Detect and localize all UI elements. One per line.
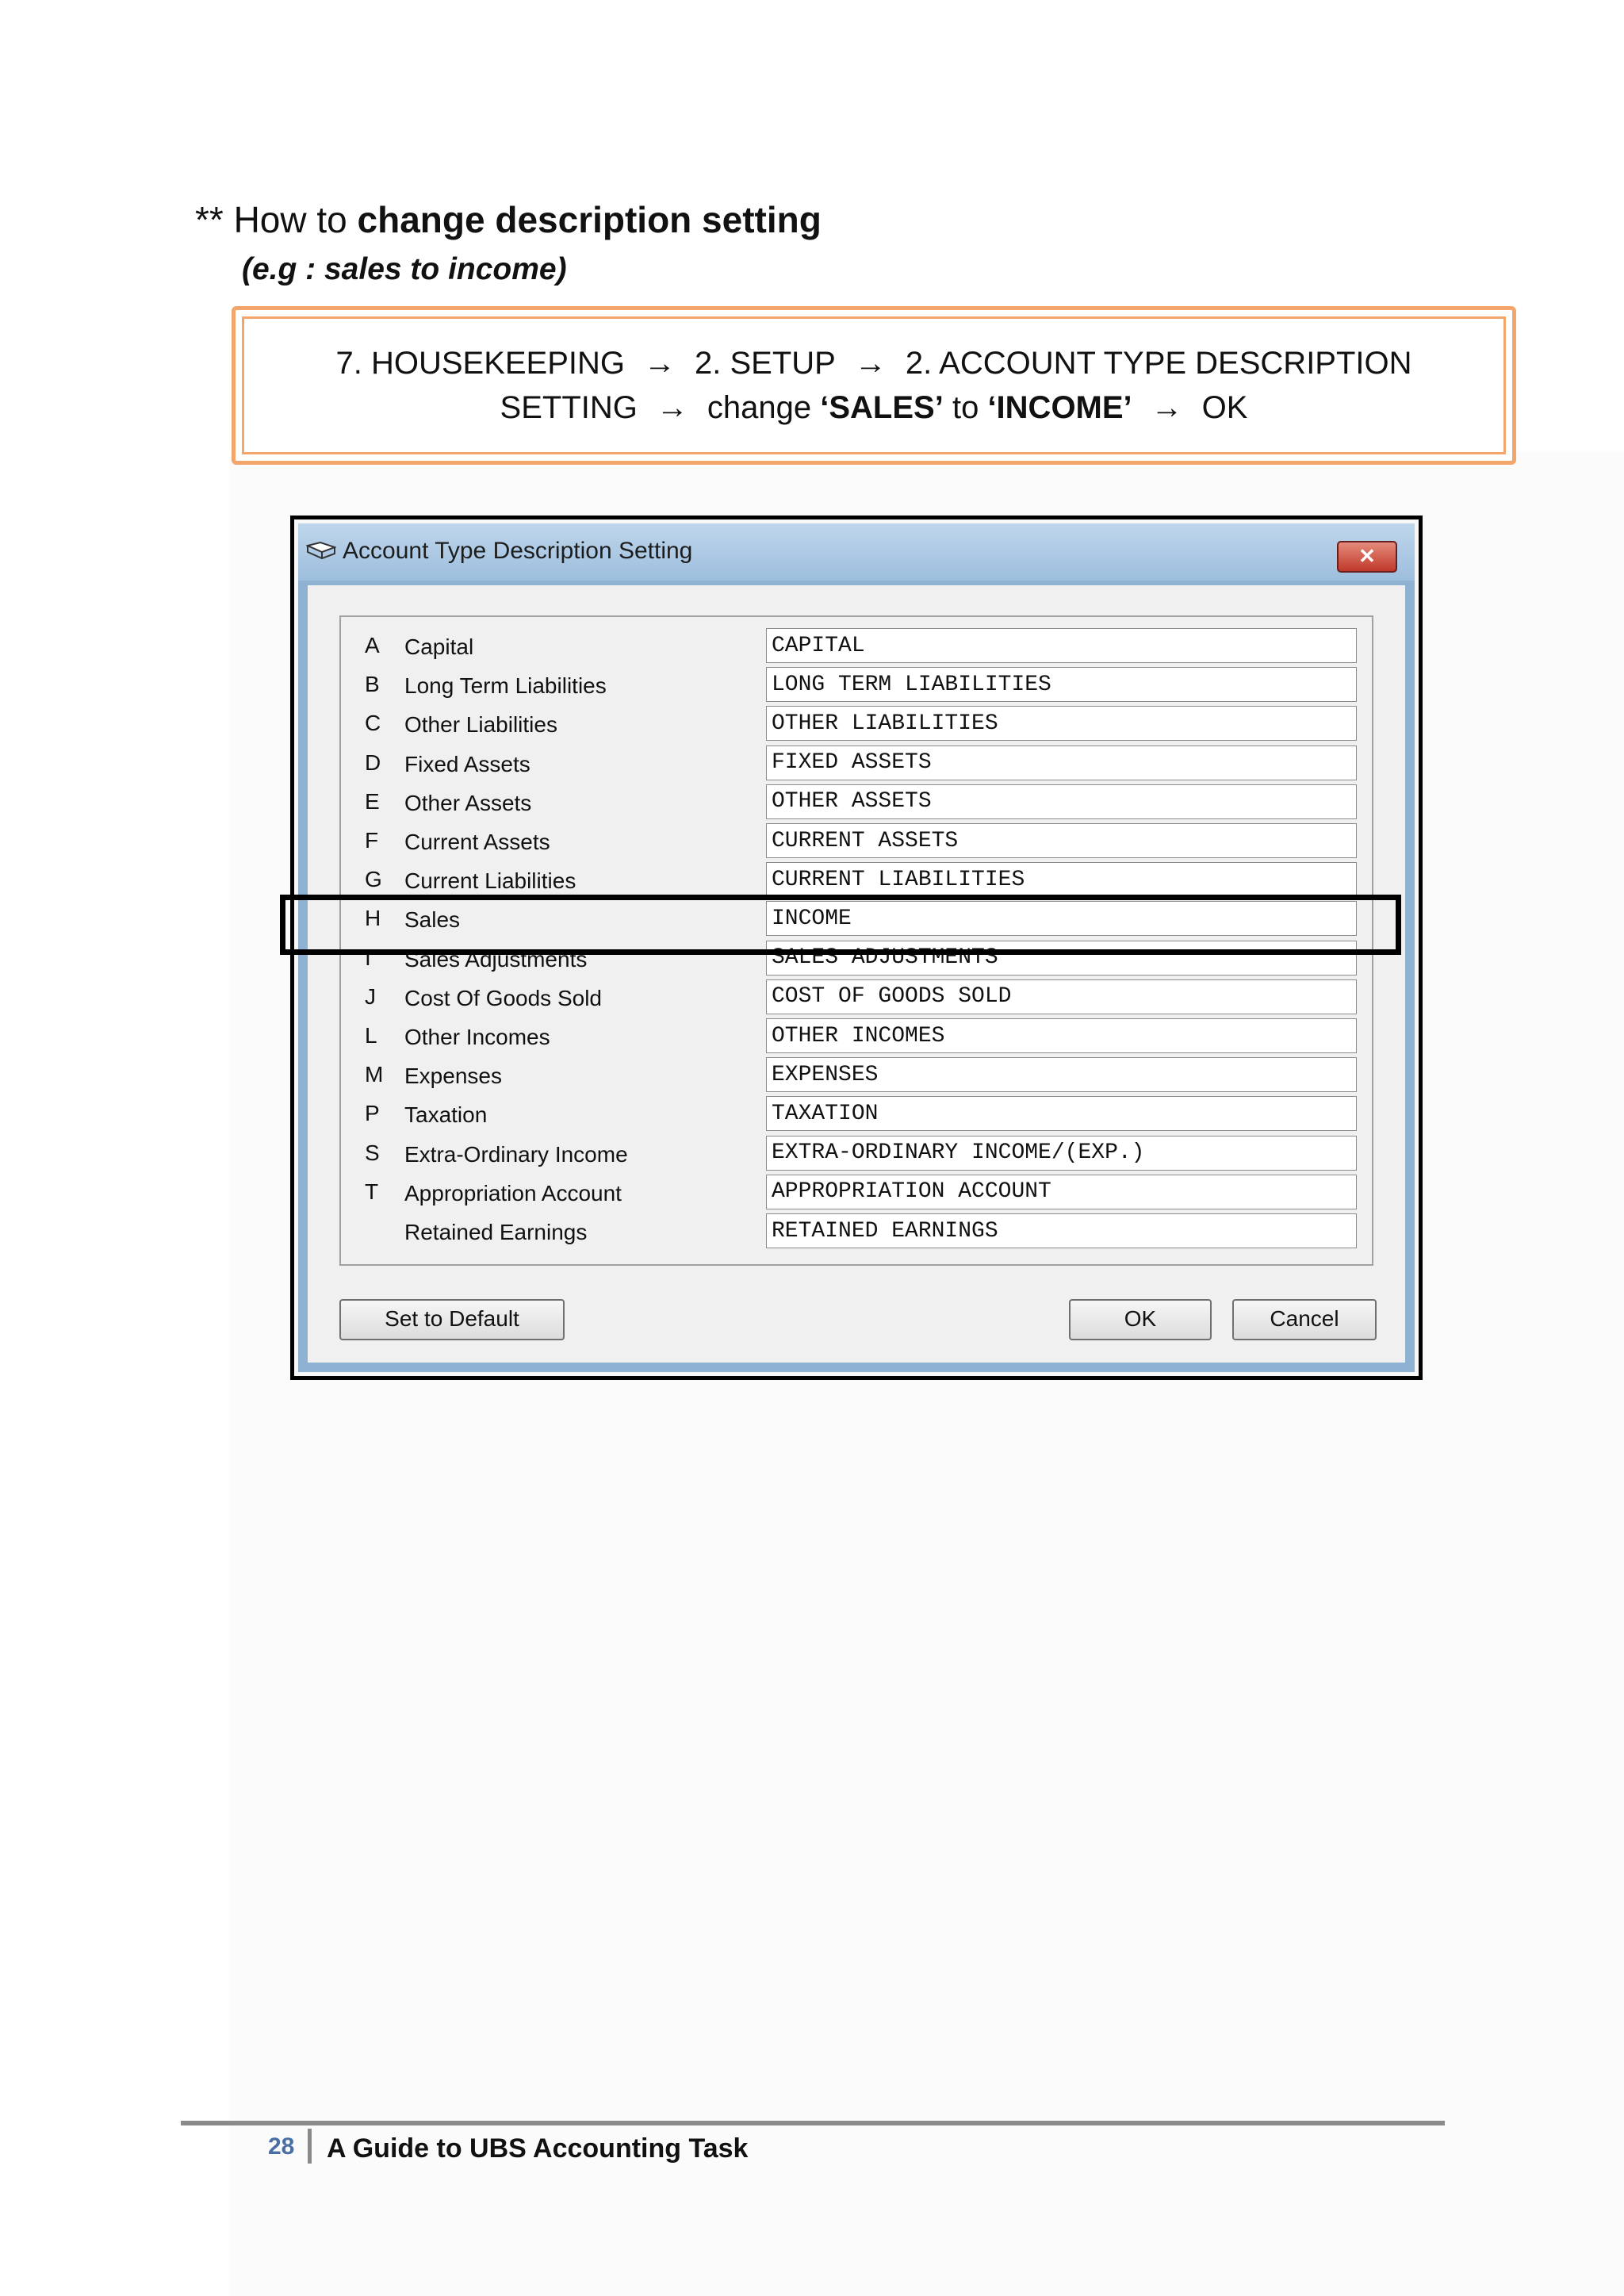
row-label: Current Assets xyxy=(404,830,550,854)
book-icon xyxy=(306,541,336,560)
description-input[interactable] xyxy=(766,979,1357,1014)
account-type-dialog xyxy=(298,523,1415,1372)
ok-button[interactable]: OK xyxy=(1069,1299,1212,1340)
description-input[interactable] xyxy=(766,706,1357,741)
account-type-row xyxy=(341,627,1372,665)
dialog-titlebar[interactable] xyxy=(298,523,1415,581)
description-input[interactable] xyxy=(766,1057,1357,1092)
account-type-group xyxy=(339,615,1373,1266)
row-label: Long Term Liabilities xyxy=(404,673,607,699)
row-label: Current Liabilities xyxy=(404,868,576,894)
row-label: Sales Adjustments xyxy=(404,946,588,972)
steps-line-1: 7. HOUSEKEEPING → 2. SETUP → 2. ACCOUNT TYPE DESCRIPTION xyxy=(335,346,1412,381)
description-input[interactable] xyxy=(766,941,1357,976)
row-label: Retained Earnings xyxy=(404,1220,588,1244)
description-input[interactable] xyxy=(766,823,1357,858)
page-heading: ** How to change description setting xyxy=(195,199,822,240)
row-label: Sales xyxy=(404,907,461,933)
set-to-default-button[interactable]: Set to Default xyxy=(339,1299,565,1340)
description-input[interactable] xyxy=(766,901,1357,936)
row-label: Expenses xyxy=(404,1064,502,1089)
row-letter: M xyxy=(365,1062,384,1087)
close-button[interactable] xyxy=(1337,541,1397,573)
description-input[interactable] xyxy=(766,1136,1357,1171)
row-label: Capital xyxy=(404,634,474,659)
row-label: Other Assets xyxy=(404,790,532,815)
description-input[interactable] xyxy=(766,1018,1357,1053)
account-type-row xyxy=(341,822,1372,861)
description-input[interactable] xyxy=(766,1175,1357,1209)
row-letter: F xyxy=(365,828,379,853)
dialog-body xyxy=(308,585,1405,1363)
row-letter: A xyxy=(365,633,380,657)
row-label: Cost Of Goods Sold xyxy=(404,985,603,1010)
description-input[interactable] xyxy=(766,746,1357,780)
footer-separator xyxy=(308,2129,312,2164)
row-letter: H xyxy=(365,906,381,931)
account-type-row xyxy=(341,899,1372,938)
account-type-row xyxy=(341,1212,1372,1251)
account-type-row xyxy=(341,665,1372,704)
row-letter: I xyxy=(365,945,371,970)
description-input[interactable] xyxy=(766,667,1357,702)
row-letter: L xyxy=(365,1023,377,1048)
description-input[interactable] xyxy=(766,1096,1357,1131)
row-label: Appropriation Account xyxy=(404,1180,622,1205)
account-type-row xyxy=(341,783,1372,822)
cancel-button[interactable]: Cancel xyxy=(1232,1299,1377,1340)
account-type-row xyxy=(341,704,1372,743)
account-type-row xyxy=(341,744,1372,783)
description-input[interactable] xyxy=(766,784,1357,819)
account-type-row xyxy=(341,978,1372,1017)
page-subheading: (e.g : sales to income) xyxy=(242,252,567,286)
row-letter: P xyxy=(365,1101,380,1126)
account-type-row xyxy=(341,1173,1372,1212)
dialog-title: Account Type Description Setting xyxy=(343,538,693,564)
account-type-row xyxy=(341,861,1372,899)
account-type-row xyxy=(341,1094,1372,1133)
row-letter: S xyxy=(365,1140,380,1165)
account-type-row xyxy=(341,1134,1372,1173)
footer-title: A Guide to UBS Accounting Task xyxy=(327,2133,749,2164)
row-label: Other Liabilities xyxy=(404,712,557,738)
row-letter: B xyxy=(365,672,380,697)
row-letter: C xyxy=(365,711,381,736)
row-letter: T xyxy=(365,1179,379,1204)
row-label: Extra-Ordinary Income xyxy=(404,1141,628,1167)
row-letter: E xyxy=(365,788,380,814)
row-letter: J xyxy=(365,983,376,1009)
close-icon: ✕ xyxy=(1358,544,1376,568)
row-letter: D xyxy=(365,749,381,775)
screenshot-frame xyxy=(290,516,1423,1380)
steps-box xyxy=(232,306,1516,465)
row-label: Fixed Assets xyxy=(404,751,530,776)
steps-line-2: SETTING → change ‘SALES’ to ‘INCOME’ → OK xyxy=(500,390,1248,425)
row-label: Taxation xyxy=(404,1102,488,1128)
account-type-row xyxy=(341,939,1372,978)
page-number: 28 xyxy=(268,2133,295,2160)
description-input[interactable] xyxy=(766,628,1357,663)
footer-rule xyxy=(181,2121,1445,2125)
account-type-row xyxy=(341,1056,1372,1094)
description-input[interactable] xyxy=(766,1213,1357,1248)
row-letter: G xyxy=(365,867,382,892)
row-label: Other Incomes xyxy=(404,1025,550,1049)
description-input[interactable] xyxy=(766,862,1357,897)
account-type-row xyxy=(341,1017,1372,1056)
